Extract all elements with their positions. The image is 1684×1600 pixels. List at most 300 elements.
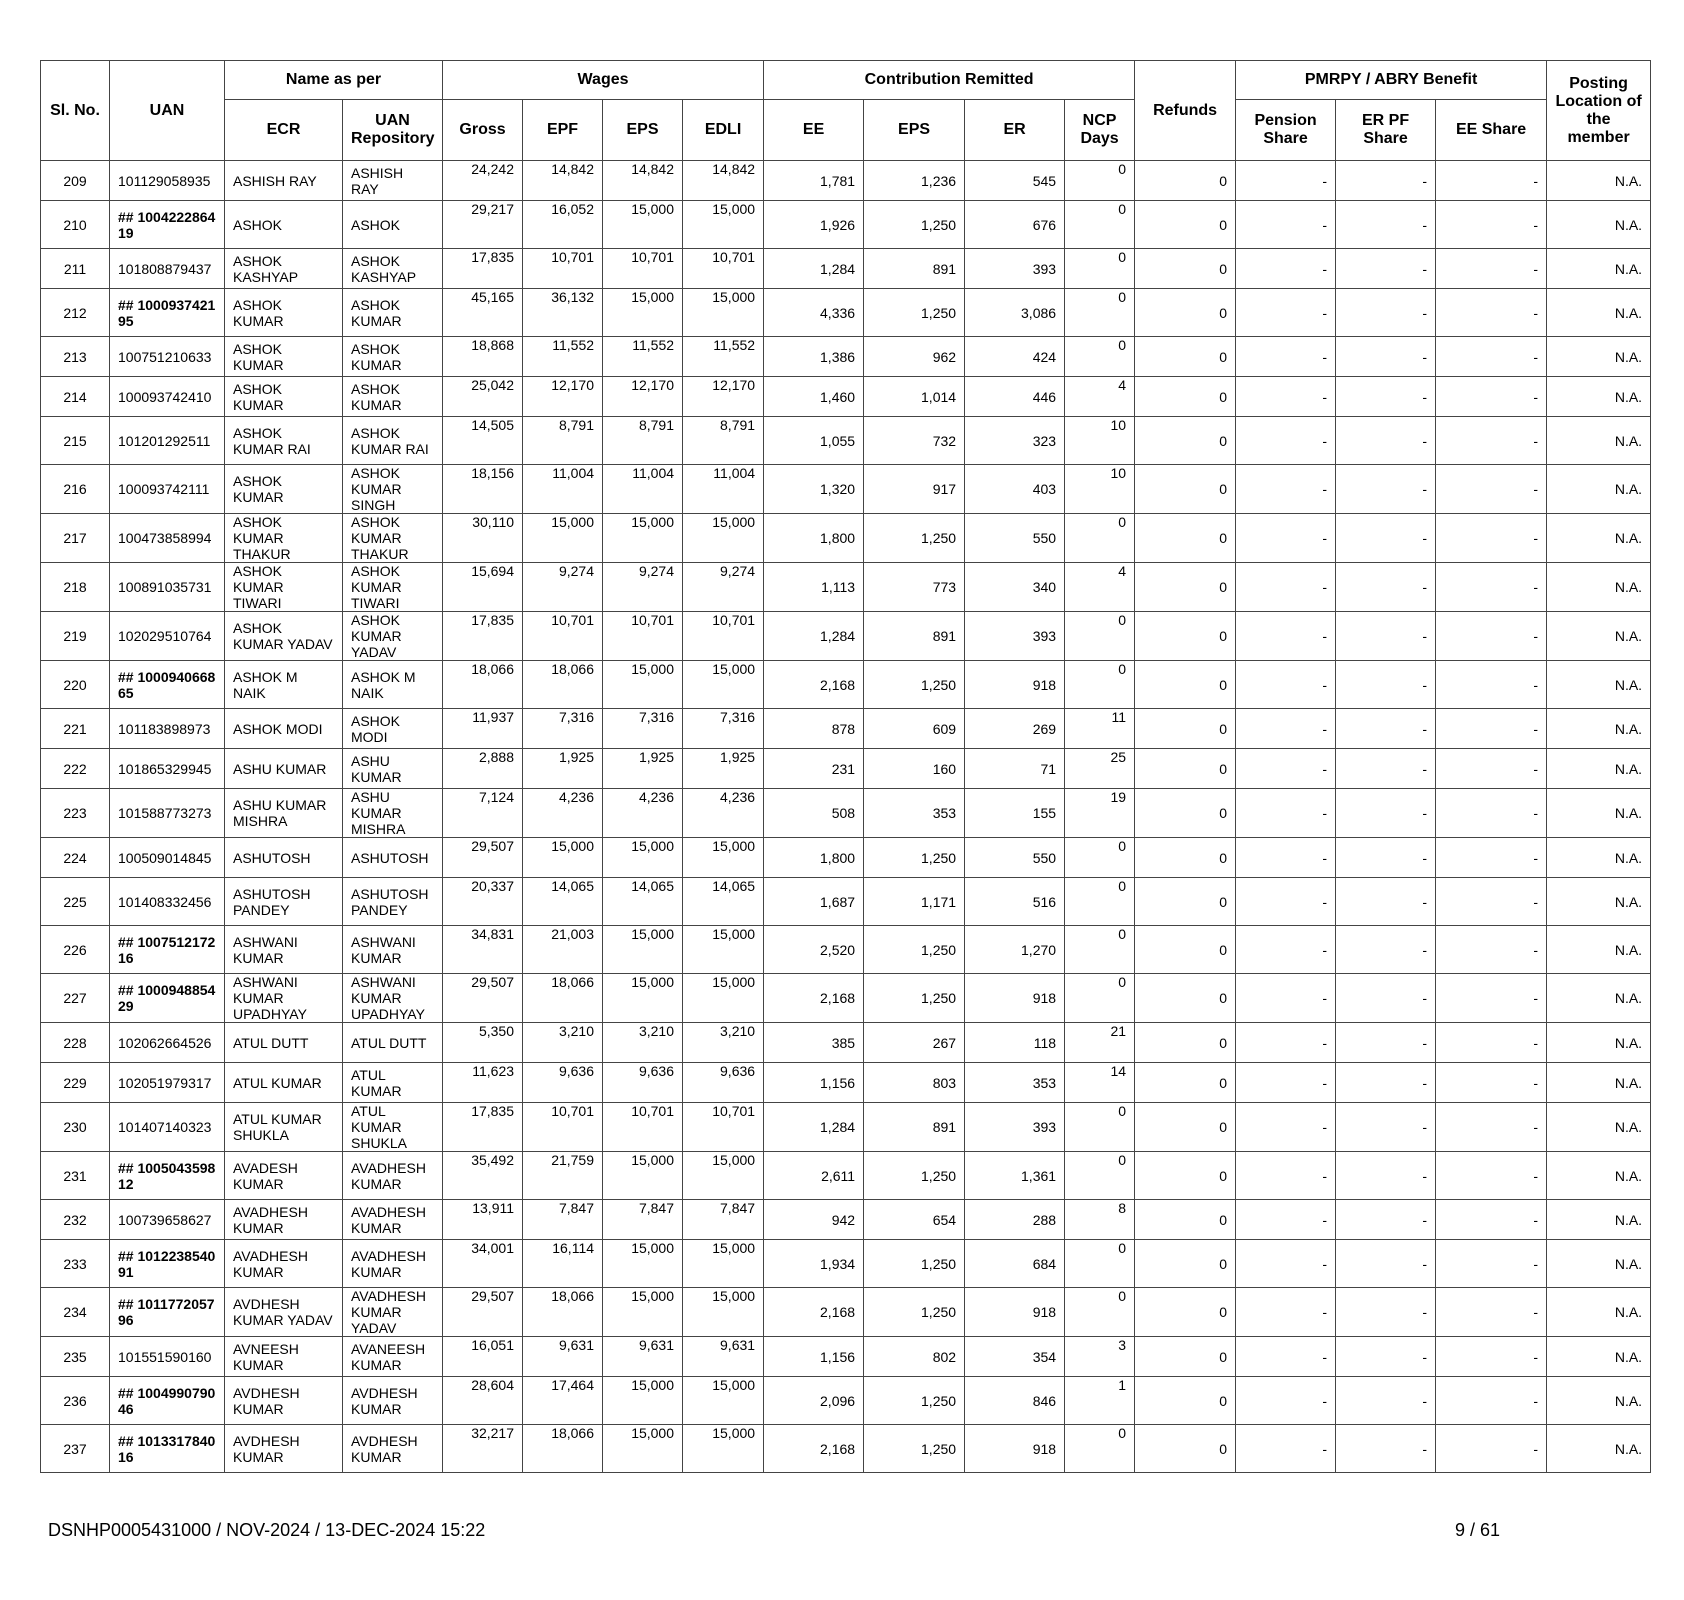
cell-posting-location: N.A. (1547, 1152, 1651, 1200)
cell-posting-location: N.A. (1547, 612, 1651, 661)
cell-uan: 100473858994 (110, 514, 225, 563)
cell-uan: ## 100504359812 (110, 1152, 225, 1200)
cell-er-pf-share: - (1336, 1200, 1436, 1240)
cell-contribution-ee: 878 (764, 709, 864, 749)
cell-name-uan-repository: ASHU KUMAR MISHRA (343, 789, 443, 838)
cell-er-pf-share: - (1336, 1425, 1436, 1473)
cell-wage-gross: 17,835 (443, 612, 523, 661)
cell-contribution-ee: 2,168 (764, 661, 864, 709)
cell-ncp-days: 0 (1065, 1152, 1135, 1200)
cell-wage-edli: 10,701 (683, 249, 764, 289)
cell-refunds: 0 (1135, 1063, 1236, 1103)
cell-posting-location: N.A. (1547, 377, 1651, 417)
cell-contribution-ee: 1,781 (764, 161, 864, 201)
cell-wage-gross: 16,051 (443, 1337, 523, 1377)
cell-name-uan-repository: ATUL KUMAR SHUKLA (343, 1103, 443, 1152)
cell-ee-share: - (1436, 1063, 1547, 1103)
cell-contribution-er: 684 (965, 1240, 1065, 1288)
cell-sl-no: 224 (41, 838, 110, 878)
cell-ee-share: - (1436, 417, 1547, 465)
cell-refunds: 0 (1135, 417, 1236, 465)
cell-wage-edli: 1,925 (683, 749, 764, 789)
cell-name-ecr: ASHOK (225, 201, 343, 249)
cell-er-pf-share: - (1336, 926, 1436, 974)
cell-contribution-eps: 1,236 (864, 161, 965, 201)
cell-wage-edli: 11,552 (683, 337, 764, 377)
cell-ee-share: - (1436, 289, 1547, 337)
cell-wage-eps: 15,000 (603, 514, 683, 563)
cell-er-pf-share: - (1336, 417, 1436, 465)
cell-wage-eps: 12,170 (603, 377, 683, 417)
cell-ncp-days: 0 (1065, 1240, 1135, 1288)
cell-name-uan-repository: ASHOK KUMAR THAKUR (343, 514, 443, 563)
cell-name-ecr: ASHOK KUMAR RAI (225, 417, 343, 465)
cell-ncp-days: 21 (1065, 1023, 1135, 1063)
cell-pension-share: - (1236, 465, 1336, 514)
cell-posting-location: N.A. (1547, 289, 1651, 337)
cell-contribution-eps: 1,250 (864, 974, 965, 1023)
cell-wage-eps: 10,701 (603, 1103, 683, 1152)
cell-wage-eps: 7,847 (603, 1200, 683, 1240)
cell-sl-no: 217 (41, 514, 110, 563)
table-row (41, 1023, 1651, 1063)
cell-contribution-eps: 891 (864, 1103, 965, 1152)
table-row (41, 1152, 1651, 1200)
cell-wage-eps: 3,210 (603, 1023, 683, 1063)
cell-contribution-eps: 1,250 (864, 661, 965, 709)
cell-posting-location: N.A. (1547, 1337, 1651, 1377)
cell-ncp-days: 4 (1065, 563, 1135, 612)
cell-ee-share: - (1436, 337, 1547, 377)
cell-wage-edli: 9,636 (683, 1063, 764, 1103)
cell-ee-share: - (1436, 1337, 1547, 1377)
cell-wage-gross: 30,110 (443, 514, 523, 563)
cell-wage-gross: 15,694 (443, 563, 523, 612)
cell-uan: 100739658627 (110, 1200, 225, 1240)
cell-contribution-eps: 267 (864, 1023, 965, 1063)
table-row (41, 838, 1651, 878)
cell-wage-eps: 1,925 (603, 749, 683, 789)
cell-posting-location: N.A. (1547, 1240, 1651, 1288)
table-row (41, 926, 1651, 974)
cell-name-ecr: ASHU KUMAR (225, 749, 343, 789)
cell-ee-share: - (1436, 1023, 1547, 1063)
cell-name-ecr: AVNEESH KUMAR (225, 1337, 343, 1377)
cell-posting-location: N.A. (1547, 1023, 1651, 1063)
cell-posting-location: N.A. (1547, 1103, 1651, 1152)
cell-wage-eps: 11,552 (603, 337, 683, 377)
cell-posting-location: N.A. (1547, 1200, 1651, 1240)
cell-wage-edli: 11,004 (683, 465, 764, 514)
cell-ee-share: - (1436, 465, 1547, 514)
cell-wage-gross: 35,492 (443, 1152, 523, 1200)
cell-contribution-ee: 1,386 (764, 337, 864, 377)
cell-wage-gross: 14,505 (443, 417, 523, 465)
cell-posting-location: N.A. (1547, 563, 1651, 612)
cell-wage-gross: 11,623 (443, 1063, 523, 1103)
cell-name-uan-repository: ASHWANI KUMAR UPADHYAY (343, 974, 443, 1023)
cell-contribution-eps: 609 (864, 709, 965, 749)
table-row (41, 201, 1651, 249)
cell-contribution-er: 393 (965, 1103, 1065, 1152)
cell-wage-eps: 9,636 (603, 1063, 683, 1103)
cell-posting-location: N.A. (1547, 749, 1651, 789)
cell-sl-no: 221 (41, 709, 110, 749)
cell-contribution-er: 403 (965, 465, 1065, 514)
cell-ee-share: - (1436, 661, 1547, 709)
cell-refunds: 0 (1135, 337, 1236, 377)
cell-name-uan-repository: ATUL DUTT (343, 1023, 443, 1063)
cell-contribution-er: 846 (965, 1377, 1065, 1425)
header-gross: Gross (443, 100, 523, 161)
page-number: 9 / 61 (1455, 1520, 1501, 1540)
cell-contribution-eps: 891 (864, 612, 965, 661)
cell-refunds: 0 (1135, 974, 1236, 1023)
cell-refunds: 0 (1135, 612, 1236, 661)
cell-contribution-er: 354 (965, 1337, 1065, 1377)
cell-name-ecr: ASHU KUMAR MISHRA (225, 789, 343, 838)
cell-wage-eps: 15,000 (603, 926, 683, 974)
cell-wage-gross: 18,868 (443, 337, 523, 377)
cell-ncp-days: 0 (1065, 1103, 1135, 1152)
cell-uan: 101588773273 (110, 789, 225, 838)
cell-contribution-er: 3,086 (965, 289, 1065, 337)
cell-sl-no: 218 (41, 563, 110, 612)
cell-refunds: 0 (1135, 1337, 1236, 1377)
table-row (41, 1103, 1651, 1152)
table-row (41, 465, 1651, 514)
cell-wage-gross: 29,507 (443, 838, 523, 878)
table-row (41, 337, 1651, 377)
table-row (41, 563, 1651, 612)
cell-contribution-eps: 803 (864, 1063, 965, 1103)
header-er: ER (965, 100, 1065, 161)
cell-name-ecr: ASHOK KUMAR (225, 377, 343, 417)
cell-contribution-ee: 1,055 (764, 417, 864, 465)
cell-ncp-days: 0 (1065, 661, 1135, 709)
cell-name-ecr: AVADHESH KUMAR (225, 1200, 343, 1240)
cell-pension-share: - (1236, 161, 1336, 201)
cell-ee-share: - (1436, 1103, 1547, 1152)
cell-pension-share: - (1236, 1337, 1336, 1377)
table-row (41, 249, 1651, 289)
cell-refunds: 0 (1135, 1240, 1236, 1288)
cell-wage-epf: 14,842 (523, 161, 603, 201)
cell-wage-gross: 20,337 (443, 878, 523, 926)
cell-pension-share: - (1236, 249, 1336, 289)
cell-posting-location: N.A. (1547, 1377, 1651, 1425)
cell-wage-gross: 24,242 (443, 161, 523, 201)
cell-uan: 101129058935 (110, 161, 225, 201)
cell-uan: 100093742410 (110, 377, 225, 417)
cell-name-uan-repository: ASHOK (343, 201, 443, 249)
cell-er-pf-share: - (1336, 201, 1436, 249)
cell-wage-epf: 21,759 (523, 1152, 603, 1200)
cell-ncp-days: 4 (1065, 377, 1135, 417)
cell-contribution-eps: 1,250 (864, 1425, 965, 1473)
cell-wage-epf: 9,631 (523, 1337, 603, 1377)
cell-pension-share: - (1236, 878, 1336, 926)
cell-ee-share: - (1436, 749, 1547, 789)
header-ecr: ECR (225, 100, 343, 161)
cell-sl-no: 213 (41, 337, 110, 377)
cell-refunds: 0 (1135, 1023, 1236, 1063)
cell-name-ecr: ASHOK KUMAR (225, 289, 343, 337)
header-pension-share: Pension Share (1236, 100, 1336, 161)
cell-posting-location: N.A. (1547, 789, 1651, 838)
cell-ncp-days: 0 (1065, 161, 1135, 201)
cell-posting-location: N.A. (1547, 878, 1651, 926)
table-row (41, 1240, 1651, 1288)
cell-refunds: 0 (1135, 878, 1236, 926)
cell-sl-no: 223 (41, 789, 110, 838)
cell-uan: 100509014845 (110, 838, 225, 878)
cell-er-pf-share: - (1336, 1023, 1436, 1063)
cell-wage-epf: 8,791 (523, 417, 603, 465)
cell-ncp-days: 0 (1065, 612, 1135, 661)
cell-ee-share: - (1436, 1377, 1547, 1425)
cell-wage-epf: 15,000 (523, 514, 603, 563)
cell-contribution-eps: 1,250 (864, 926, 965, 974)
header-ee: EE (764, 100, 864, 161)
cell-er-pf-share: - (1336, 661, 1436, 709)
cell-refunds: 0 (1135, 1377, 1236, 1425)
cell-er-pf-share: - (1336, 377, 1436, 417)
cell-er-pf-share: - (1336, 789, 1436, 838)
cell-uan: 101551590160 (110, 1337, 225, 1377)
cell-wage-edli: 15,000 (683, 1240, 764, 1288)
cell-wage-edli: 15,000 (683, 1377, 764, 1425)
header-contribution-remitted: Contribution Remitted (764, 61, 1135, 100)
cell-contribution-ee: 1,284 (764, 249, 864, 289)
cell-contribution-er: 550 (965, 514, 1065, 563)
cell-name-uan-repository: ASHOK KUMAR (343, 337, 443, 377)
cell-contribution-er: 118 (965, 1023, 1065, 1063)
cell-name-uan-repository: ASHOK KUMAR TIWARI (343, 563, 443, 612)
cell-name-ecr: ASHOK KUMAR (225, 337, 343, 377)
cell-uan: ## 100093742195 (110, 289, 225, 337)
cell-sl-no: 225 (41, 878, 110, 926)
cell-refunds: 0 (1135, 514, 1236, 563)
cell-contribution-eps: 1,250 (864, 514, 965, 563)
cell-wage-gross: 13,911 (443, 1200, 523, 1240)
cell-er-pf-share: - (1336, 465, 1436, 514)
cell-ncp-days: 0 (1065, 1288, 1135, 1337)
cell-wage-epf: 10,701 (523, 1103, 603, 1152)
cell-wage-edli: 10,701 (683, 1103, 764, 1152)
cell-wage-gross: 32,217 (443, 1425, 523, 1473)
cell-wage-epf: 18,066 (523, 1425, 603, 1473)
cell-wage-epf: 18,066 (523, 974, 603, 1023)
cell-name-uan-repository: AVANEESH KUMAR (343, 1337, 443, 1377)
cell-contribution-eps: 1,014 (864, 377, 965, 417)
cell-ee-share: - (1436, 161, 1547, 201)
cell-posting-location: N.A. (1547, 465, 1651, 514)
table-row (41, 1425, 1651, 1473)
header-uan: UAN (110, 61, 225, 161)
cell-wage-epf: 36,132 (523, 289, 603, 337)
cell-name-uan-repository: ASHISH RAY (343, 161, 443, 201)
contribution-table (40, 60, 1651, 1473)
cell-contribution-eps: 1,250 (864, 838, 965, 878)
header-ncp-days: NCP Days (1065, 100, 1135, 161)
cell-ee-share: - (1436, 612, 1547, 661)
cell-er-pf-share: - (1336, 249, 1436, 289)
cell-uan: 100751210633 (110, 337, 225, 377)
header-wages: Wages (443, 61, 764, 100)
cell-pension-share: - (1236, 661, 1336, 709)
cell-wage-epf: 15,000 (523, 838, 603, 878)
cell-ncp-days: 10 (1065, 465, 1135, 514)
cell-refunds: 0 (1135, 249, 1236, 289)
cell-contribution-eps: 1,250 (864, 1240, 965, 1288)
cell-sl-no: 227 (41, 974, 110, 1023)
cell-wage-edli: 15,000 (683, 201, 764, 249)
cell-wage-edli: 9,274 (683, 563, 764, 612)
cell-wage-epf: 4,236 (523, 789, 603, 838)
header-contribution-eps: EPS (864, 100, 965, 161)
cell-contribution-eps: 1,250 (864, 1377, 965, 1425)
cell-ee-share: - (1436, 1425, 1547, 1473)
cell-refunds: 0 (1135, 1425, 1236, 1473)
cell-contribution-er: 918 (965, 974, 1065, 1023)
cell-contribution-er: 516 (965, 878, 1065, 926)
cell-contribution-ee: 1,320 (764, 465, 864, 514)
cell-pension-share: - (1236, 289, 1336, 337)
cell-er-pf-share: - (1336, 161, 1436, 201)
table-row (41, 289, 1651, 337)
cell-contribution-ee: 1,926 (764, 201, 864, 249)
cell-wage-edli: 15,000 (683, 661, 764, 709)
cell-uan: ## 100751217216 (110, 926, 225, 974)
cell-posting-location: N.A. (1547, 1063, 1651, 1103)
cell-name-uan-repository: ASHUTOSH PANDEY (343, 878, 443, 926)
cell-pension-share: - (1236, 1063, 1336, 1103)
cell-uan: ## 100499079046 (110, 1377, 225, 1425)
cell-pension-share: - (1236, 1152, 1336, 1200)
cell-er-pf-share: - (1336, 1152, 1436, 1200)
cell-sl-no: 237 (41, 1425, 110, 1473)
cell-contribution-ee: 2,520 (764, 926, 864, 974)
cell-ncp-days: 8 (1065, 1200, 1135, 1240)
cell-er-pf-share: - (1336, 709, 1436, 749)
cell-er-pf-share: - (1336, 514, 1436, 563)
cell-contribution-eps: 1,171 (864, 878, 965, 926)
cell-name-ecr: ASHOK MODI (225, 709, 343, 749)
cell-sl-no: 232 (41, 1200, 110, 1240)
cell-name-uan-repository: ASHU KUMAR (343, 749, 443, 789)
cell-refunds: 0 (1135, 838, 1236, 878)
cell-name-uan-repository: AVADHESH KUMAR (343, 1240, 443, 1288)
cell-wage-gross: 11,937 (443, 709, 523, 749)
cell-er-pf-share: - (1336, 1240, 1436, 1288)
cell-contribution-ee: 1,934 (764, 1240, 864, 1288)
cell-uan: 101865329945 (110, 749, 225, 789)
cell-ncp-days: 0 (1065, 249, 1135, 289)
cell-wage-gross: 29,507 (443, 1288, 523, 1337)
cell-wage-gross: 29,217 (443, 201, 523, 249)
cell-pension-share: - (1236, 709, 1336, 749)
cell-wage-gross: 34,001 (443, 1240, 523, 1288)
cell-refunds: 0 (1135, 1152, 1236, 1200)
cell-wage-gross: 28,604 (443, 1377, 523, 1425)
cell-name-uan-repository: ASHOK KUMAR (343, 289, 443, 337)
cell-contribution-ee: 1,113 (764, 563, 864, 612)
table-row (41, 1063, 1651, 1103)
cell-posting-location: N.A. (1547, 661, 1651, 709)
cell-posting-location: N.A. (1547, 709, 1651, 749)
cell-sl-no: 220 (41, 661, 110, 709)
cell-contribution-ee: 385 (764, 1023, 864, 1063)
cell-name-uan-repository: AVADHESH KUMAR (343, 1152, 443, 1200)
cell-wage-epf: 16,052 (523, 201, 603, 249)
cell-pension-share: - (1236, 1377, 1336, 1425)
cell-contribution-ee: 2,168 (764, 1425, 864, 1473)
cell-wage-edli: 15,000 (683, 289, 764, 337)
cell-ee-share: - (1436, 789, 1547, 838)
cell-wage-eps: 15,000 (603, 201, 683, 249)
cell-wage-eps: 15,000 (603, 289, 683, 337)
cell-name-uan-repository: ASHOK M NAIK (343, 661, 443, 709)
cell-ee-share: - (1436, 1240, 1547, 1288)
cell-pension-share: - (1236, 612, 1336, 661)
cell-er-pf-share: - (1336, 838, 1436, 878)
cell-ee-share: - (1436, 1152, 1547, 1200)
cell-sl-no: 229 (41, 1063, 110, 1103)
cell-sl-no: 236 (41, 1377, 110, 1425)
cell-er-pf-share: - (1336, 563, 1436, 612)
cell-er-pf-share: - (1336, 1377, 1436, 1425)
cell-wage-edli: 4,236 (683, 789, 764, 838)
cell-wage-edli: 15,000 (683, 926, 764, 974)
cell-wage-edli: 10,701 (683, 612, 764, 661)
cell-sl-no: 219 (41, 612, 110, 661)
cell-contribution-ee: 508 (764, 789, 864, 838)
cell-wage-epf: 12,170 (523, 377, 603, 417)
cell-ncp-days: 0 (1065, 974, 1135, 1023)
cell-refunds: 0 (1135, 926, 1236, 974)
cell-uan: ## 101177205796 (110, 1288, 225, 1337)
cell-wage-epf: 7,847 (523, 1200, 603, 1240)
cell-contribution-er: 353 (965, 1063, 1065, 1103)
cell-uan: 102029510764 (110, 612, 225, 661)
cell-refunds: 0 (1135, 1288, 1236, 1337)
cell-name-uan-repository: ASHOK KUMAR YADAV (343, 612, 443, 661)
cell-pension-share: - (1236, 1200, 1336, 1240)
cell-ncp-days: 0 (1065, 514, 1135, 563)
cell-er-pf-share: - (1336, 337, 1436, 377)
cell-pension-share: - (1236, 514, 1336, 563)
cell-contribution-ee: 1,156 (764, 1063, 864, 1103)
cell-wage-eps: 10,701 (603, 249, 683, 289)
cell-sl-no: 215 (41, 417, 110, 465)
cell-wage-epf: 11,004 (523, 465, 603, 514)
cell-pension-share: - (1236, 563, 1336, 612)
cell-contribution-eps: 654 (864, 1200, 965, 1240)
cell-contribution-eps: 160 (864, 749, 965, 789)
cell-wage-eps: 10,701 (603, 612, 683, 661)
cell-ee-share: - (1436, 974, 1547, 1023)
cell-name-uan-repository: ASHOK KASHYAP (343, 249, 443, 289)
cell-contribution-ee: 1,156 (764, 1337, 864, 1377)
cell-wage-epf: 9,636 (523, 1063, 603, 1103)
cell-name-uan-repository: ASHOK KUMAR RAI (343, 417, 443, 465)
cell-wage-edli: 14,065 (683, 878, 764, 926)
cell-refunds: 0 (1135, 1200, 1236, 1240)
cell-contribution-er: 1,361 (965, 1152, 1065, 1200)
cell-wage-gross: 2,888 (443, 749, 523, 789)
cell-name-ecr: ATUL DUTT (225, 1023, 343, 1063)
